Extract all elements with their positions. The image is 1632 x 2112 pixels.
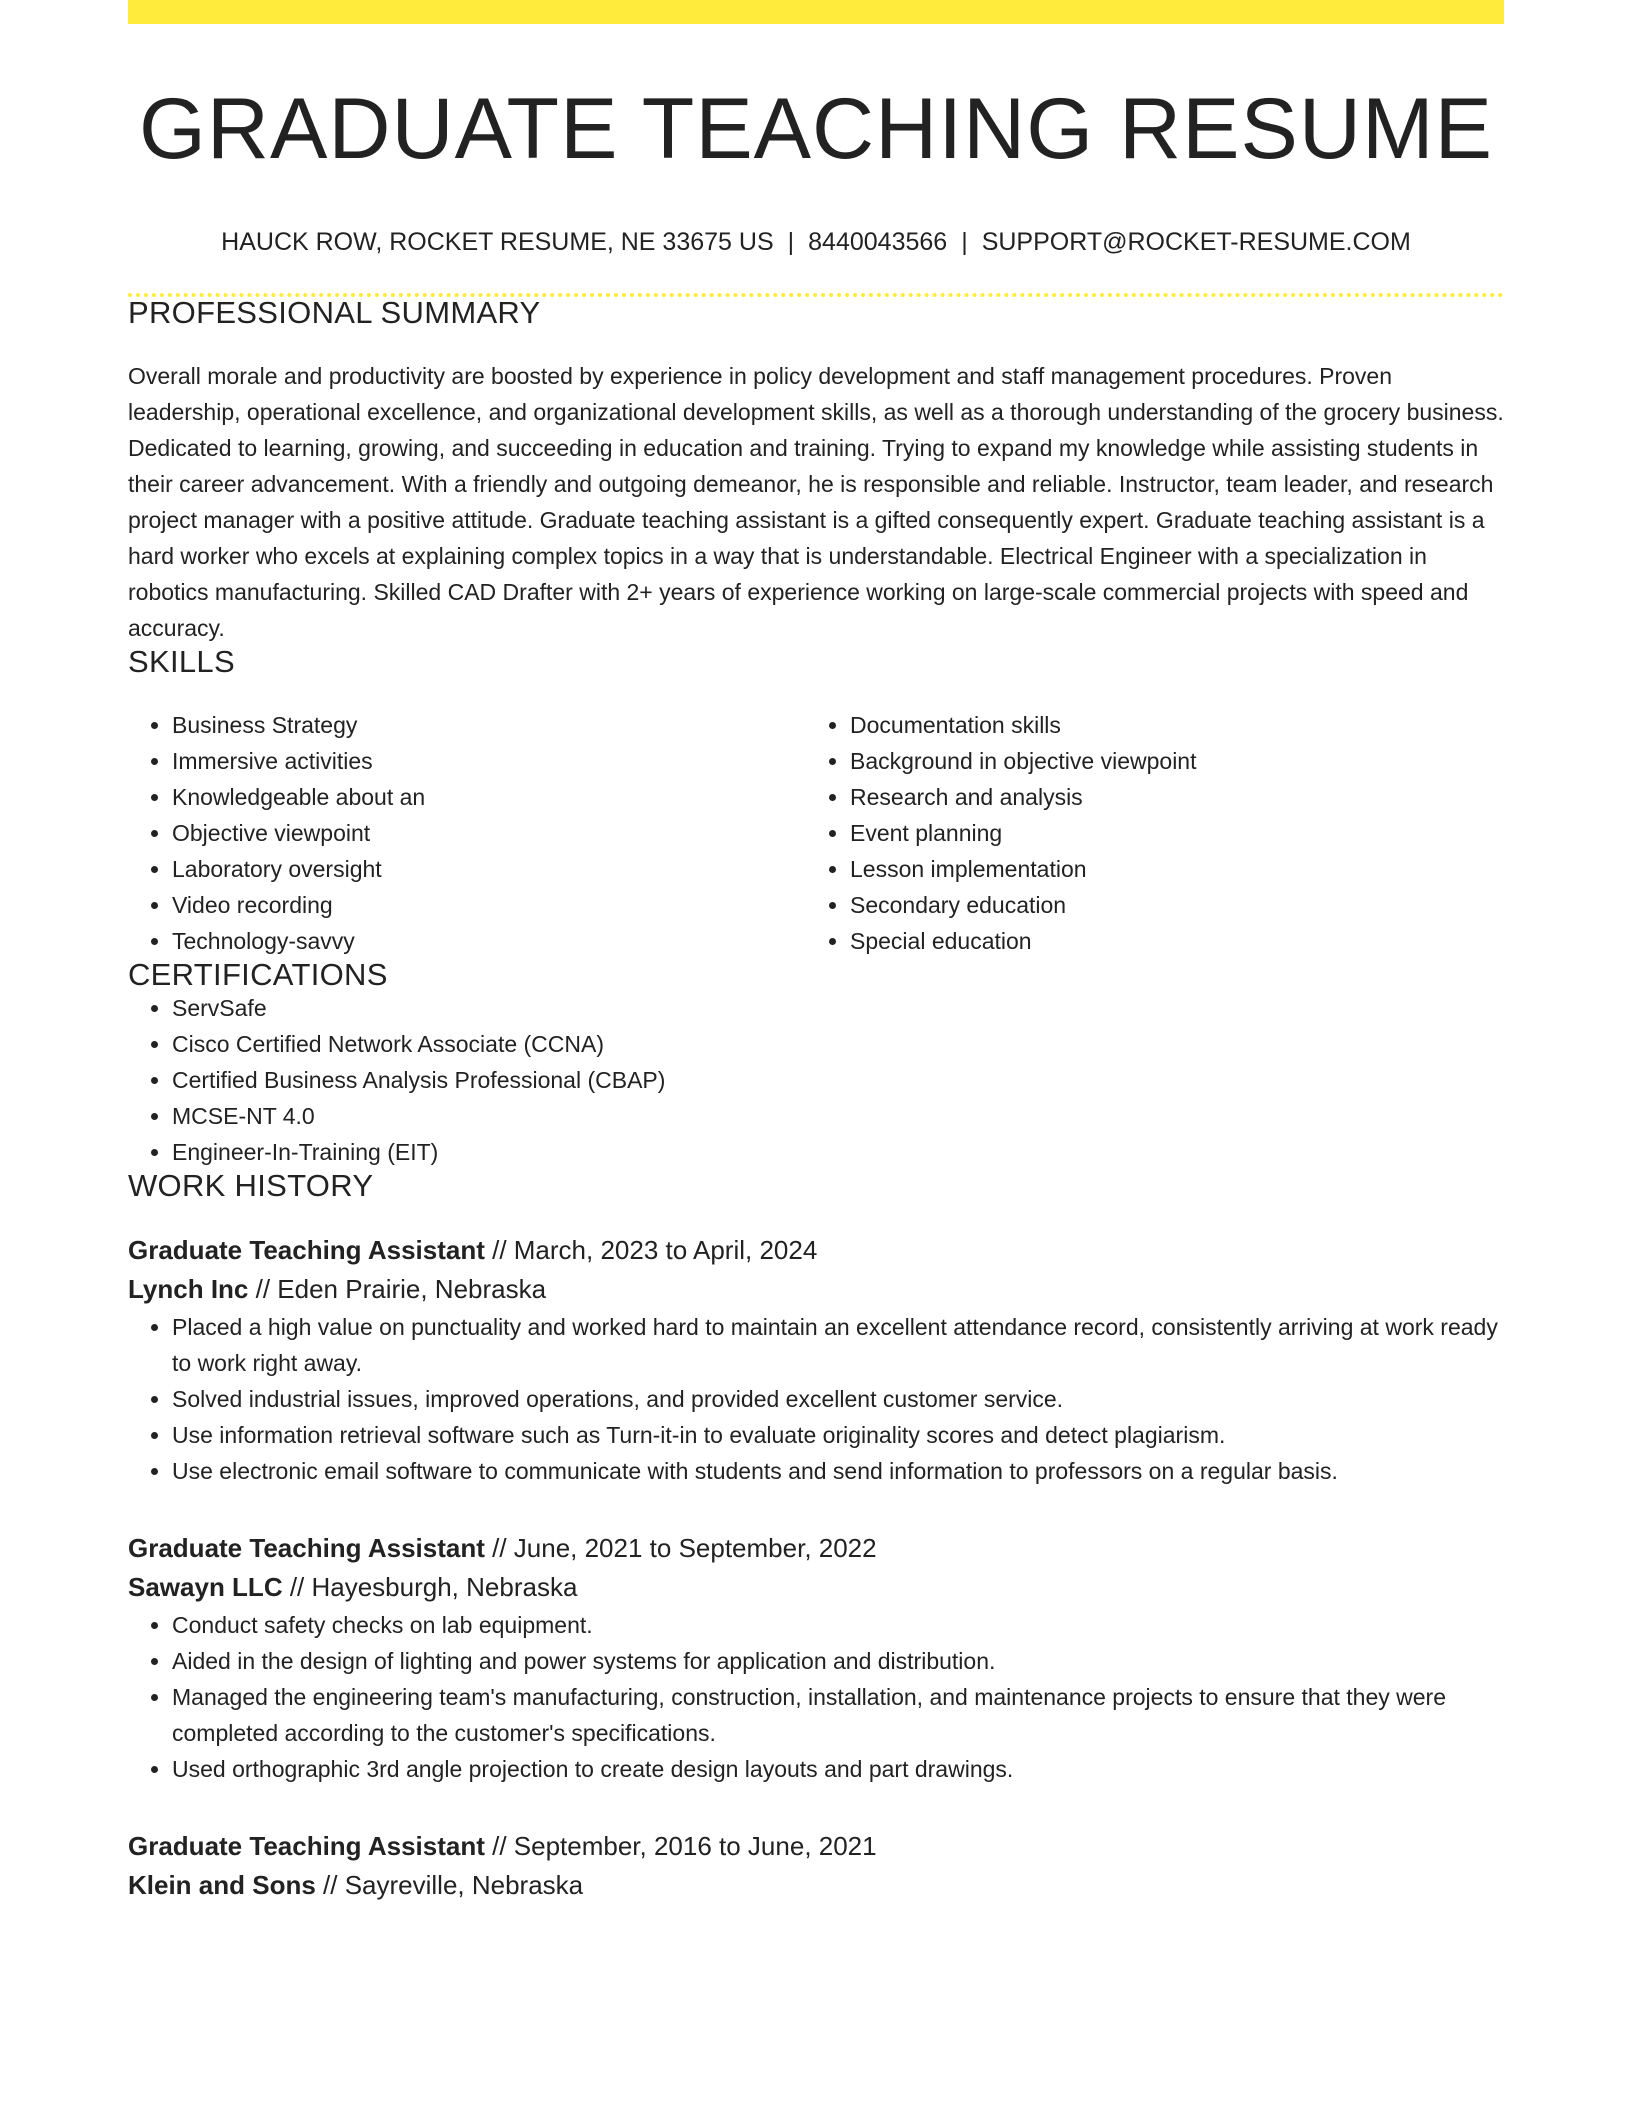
skills-columns	[128, 707, 1504, 959]
skills-column-left	[128, 707, 806, 959]
certification-item: • ServSafe	[172, 990, 1504, 1026]
job-duty-item: • Conduct safety checks on lab equipment.	[172, 1607, 1504, 1643]
skill-item: • Lesson implementation	[850, 851, 1484, 887]
summary-text: Overall morale and productivity are boosted by experience in policy development and staff management procedures. Proven leadership, operational excellence, and organizational development skills, as well as a thorough understanding of the grocery business. Dedicated to learning, growing, and succeeding in education and training. Trying to expand my knowledge while assisting students in their career advancement. With a friendly and outgoing demeanor, he is responsible and reliable. Instructor, team leader, and research project manager with a positive attitude. Graduate teaching assistant is a gifted consequently expert. Graduate teaching assistant is a hard worker who excels at explaining complex topics in a way that is understandable. Electrical Engineer with a specialization in robotics manufacturing. Skilled CAD Drafter with 2+ years of experience working on large-scale commercial projects with speed and accuracy.	[128, 363, 1504, 641]
skill-item: • Video recording	[172, 887, 806, 923]
skills-column-right	[806, 707, 1484, 959]
skill-item: • Secondary education	[850, 887, 1484, 923]
certification-item: • MCSE-NT 4.0	[172, 1098, 1504, 1134]
skill-item: • Special education	[850, 923, 1484, 959]
accent-top-bar	[128, 0, 1504, 24]
job-entry	[128, 1827, 1504, 1905]
job-duty-item: • Managed the engineering team's manufacturing, construction, installation, and maintenance projects to ensure that they were completed according to the customer's specifications.	[172, 1679, 1504, 1751]
section-title-certifications: CERTIFICATIONS	[128, 957, 388, 992]
skill-item: • Background in objective viewpoint	[850, 743, 1484, 779]
job-entry	[128, 1231, 1504, 1489]
resume-title: GRADUATE TEACHING RESUME	[139, 81, 1493, 177]
job-duty-item: • Use information retrieval software such as Turn-it-in to evaluate originality scores and detect plagiarism.	[172, 1417, 1504, 1453]
job-entry	[128, 1529, 1504, 1787]
job-role: Graduate Teaching Assistant	[128, 1533, 485, 1563]
certification-item: • Engineer-In-Training (EIT)	[172, 1134, 1504, 1170]
job-company: Lynch Inc	[128, 1274, 249, 1304]
job-duties-list	[128, 1309, 1504, 1489]
job-location: // Eden Prairie, Nebraska	[248, 1274, 547, 1304]
skill-item: • Knowledgeable about an	[172, 779, 806, 815]
resume-page	[128, 0, 1504, 1905]
skill-item: • Laboratory oversight	[172, 851, 806, 887]
certification-item: • Cisco Certified Network Associate (CCNA)	[172, 1026, 1504, 1062]
job-duty-item: • Solved industrial issues, improved operations, and provided excellent customer service.	[172, 1381, 1504, 1417]
skill-item: • Business Strategy	[172, 707, 806, 743]
job-role-line	[128, 1827, 1504, 1866]
job-duty-item: • Use electronic email software to communicate with students and send information to professors on a regular basis.	[172, 1453, 1504, 1489]
skill-item: • Objective viewpoint	[172, 815, 806, 851]
job-role-line	[128, 1231, 1504, 1270]
contact-phone[interactable]: 8440043566	[808, 228, 948, 256]
job-duty-item: • Placed a high value on punctuality and worked hard to maintain an excellent attendance record, consistently arriving at work ready to work right away.	[172, 1309, 1504, 1381]
job-dates: // March, 2023 to April, 2024	[484, 1235, 818, 1265]
job-duties-list	[128, 1607, 1504, 1787]
job-dates: // September, 2016 to June, 2021	[484, 1831, 877, 1861]
certification-item: • Certified Business Analysis Professional (CBAP)	[172, 1062, 1504, 1098]
contact-email[interactable]: SUPPORT@ROCKET-RESUME.COM	[981, 228, 1411, 256]
job-company: Klein and Sons	[128, 1870, 316, 1900]
job-company-line	[128, 1568, 1504, 1607]
contact-separator: |	[961, 228, 968, 256]
job-role: Graduate Teaching Assistant	[128, 1235, 485, 1265]
skill-item: • Immersive activities	[172, 743, 806, 779]
job-role-line	[128, 1529, 1504, 1568]
skill-item: • Event planning	[850, 815, 1484, 851]
job-duty-item: • Aided in the design of lighting and power systems for application and distribution.	[172, 1643, 1504, 1679]
section-title-skills: SKILLS	[128, 644, 235, 679]
section-title-summary: PROFESSIONAL SUMMARY	[128, 295, 541, 330]
certifications-list	[128, 990, 1504, 1170]
job-company: Sawayn LLC	[128, 1572, 283, 1602]
skill-item: • Research and analysis	[850, 779, 1484, 815]
job-company-line	[128, 1866, 1504, 1905]
skills-list-right	[806, 707, 1484, 959]
job-location: // Hayesburgh, Nebraska	[282, 1572, 578, 1602]
contact-separator: |	[787, 228, 795, 256]
job-company-line	[128, 1270, 1504, 1309]
section-title-work-history: WORK HISTORY	[128, 1168, 374, 1203]
job-duty-item: • Used orthographic 3rd angle projection to create design layouts and part drawings.	[172, 1751, 1504, 1787]
contact-line	[128, 230, 1504, 255]
skills-list-left	[128, 707, 806, 959]
contact-address: HAUCK ROW, ROCKET RESUME, NE 33675 US	[221, 228, 774, 256]
skill-item: • Technology-savvy	[172, 923, 806, 959]
job-dates: // June, 2021 to September, 2022	[484, 1533, 877, 1563]
job-location: // Sayreville, Nebraska	[315, 1870, 584, 1900]
job-role: Graduate Teaching Assistant	[128, 1831, 485, 1861]
skill-item: • Documentation skills	[850, 707, 1484, 743]
